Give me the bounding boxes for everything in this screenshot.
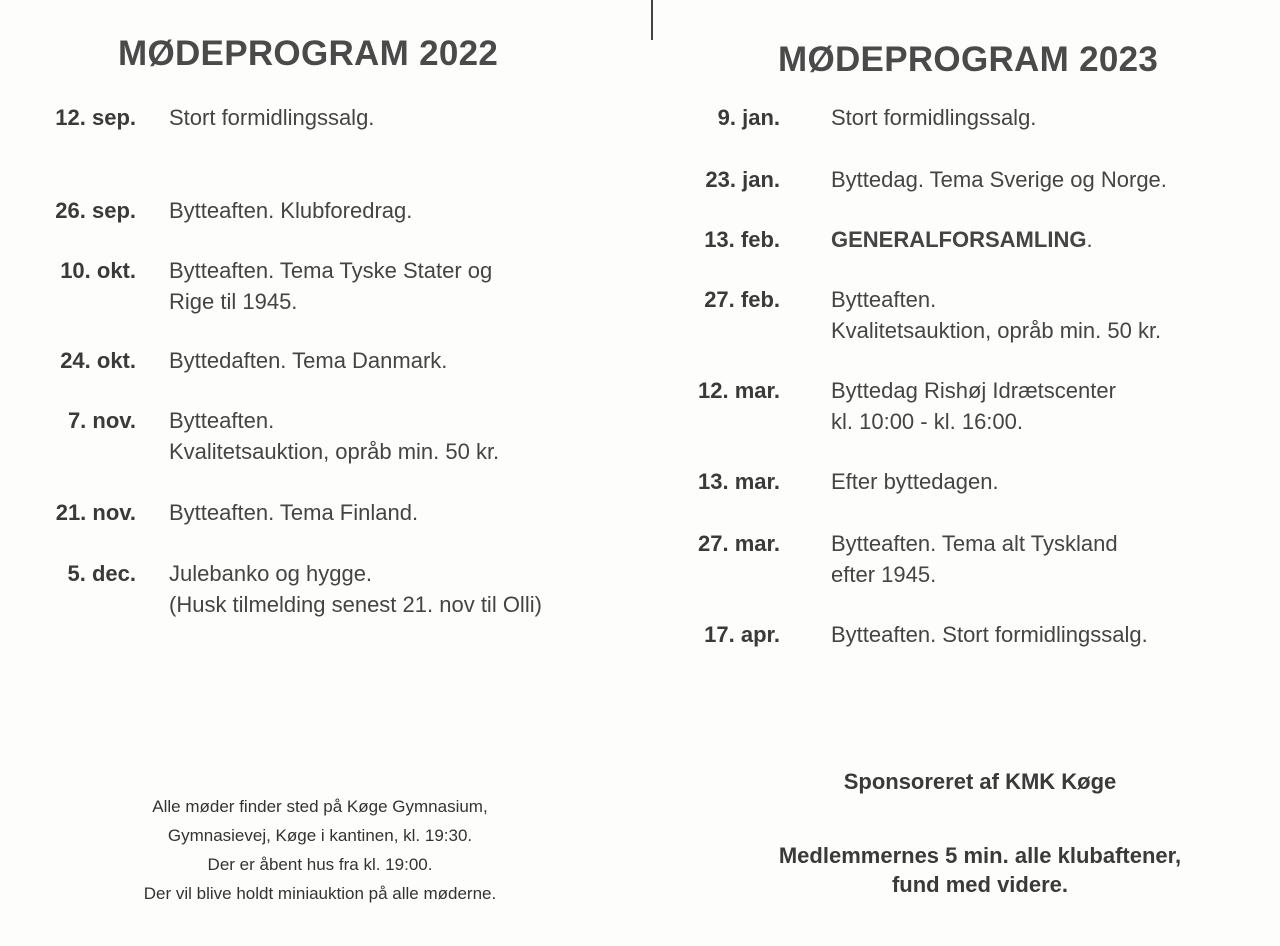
event-date: 13. feb.	[704, 227, 780, 252]
event-row	[0, 405, 499, 467]
event-text	[169, 405, 499, 467]
venue-info-line: Gymnasievej, Køge i kantinen, kl. 19:30.	[167, 826, 473, 845]
event-date: 17. apr.	[704, 622, 780, 647]
event-date: 12. sep.	[55, 105, 136, 130]
event-text	[831, 164, 1167, 195]
event-row	[0, 195, 412, 226]
event-row	[0, 345, 447, 376]
event-text	[169, 195, 412, 226]
event-date: 27. feb.	[704, 287, 780, 312]
event-text	[169, 345, 447, 376]
event-date: 10. okt.	[60, 258, 136, 283]
event-date: 12. mar.	[698, 378, 780, 403]
event-text	[831, 619, 1148, 650]
event-text	[831, 224, 1093, 255]
event-text	[169, 497, 418, 528]
event-date: 23. jan.	[705, 167, 780, 192]
venue-info	[60, 792, 580, 908]
event-date: 27. mar.	[698, 531, 780, 556]
event-row	[0, 255, 492, 317]
event-text	[831, 528, 1118, 590]
event-date: 7. nov.	[67, 408, 136, 433]
event-text	[831, 102, 1036, 133]
event-text-line: Bytteaften. Stort formidlingssalg.	[831, 622, 1148, 647]
event-text-line: Byttedag. Tema Sverige og Norge.	[831, 167, 1167, 192]
event-text-line: Bytteaften. Tema Tyske Stater og	[169, 258, 493, 283]
event-text-line: Byttedaften. Tema Danmark.	[169, 348, 448, 373]
event-text-line: Byttedag Rishøj Idrætscenter	[831, 378, 1116, 403]
event-text-line: Kvalitetsauktion, opråb min. 50 kr.	[169, 439, 500, 464]
event-text-line: (Husk tilmelding senest 21. nov til Olli)	[169, 592, 542, 617]
members-note-line: fund med videre.	[891, 872, 1069, 897]
event-row	[650, 375, 1116, 437]
event-text-line: Julebanko og hygge.	[169, 561, 373, 586]
event-text-line: Efter byttedagen.	[831, 469, 999, 494]
event-text-line: Bytteaften.	[831, 287, 937, 312]
event-date: 9. jan.	[717, 105, 780, 130]
page-title-2023: MØDEPROGRAM 2023	[778, 40, 1159, 79]
event-row	[0, 558, 542, 620]
event-text-line: kl. 10:00 - kl. 16:00.	[831, 409, 1023, 434]
event-date: 21. nov.	[55, 500, 136, 525]
event-text-line: Stort formidlingssalg.	[169, 105, 375, 130]
members-note	[650, 841, 1280, 899]
event-text-strong: GENERALFORSAMLING	[831, 227, 1087, 252]
event-row	[650, 224, 1093, 255]
event-text	[169, 102, 374, 133]
event-date: 24. okt.	[60, 348, 136, 373]
event-row	[650, 102, 1036, 133]
event-row	[0, 102, 374, 133]
event-text-line: Bytteaften. Tema Finland.	[169, 500, 419, 525]
event-text	[831, 466, 999, 497]
event-text-line	[831, 224, 1093, 255]
event-date: 26. sep.	[55, 198, 136, 223]
event-text-line: Bytteaften. Klubforedrag.	[169, 198, 413, 223]
event-text	[169, 255, 492, 317]
fold-line	[651, 0, 653, 40]
event-text	[831, 284, 1161, 346]
event-text	[169, 558, 542, 620]
event-row	[650, 466, 999, 497]
page-title-2022: MØDEPROGRAM 2022	[118, 34, 499, 73]
event-text-line: Kvalitetsauktion, opråb min. 50 kr.	[831, 318, 1162, 343]
event-date: 13. mar.	[698, 469, 780, 494]
members-note-line: Medlemmernes 5 min. alle klubaftener,	[778, 843, 1182, 868]
event-row	[0, 497, 418, 528]
event-text-line: Stort formidlingssalg.	[831, 105, 1037, 130]
venue-info-line: Der vil blive holdt miniauktion på alle møderne.	[143, 884, 497, 903]
event-date: 5. dec.	[67, 561, 136, 586]
event-text-line: Bytteaften.	[169, 408, 275, 433]
event-row	[650, 284, 1161, 346]
event-text-line: Bytteaften. Tema alt Tyskland	[831, 531, 1118, 556]
venue-info-line: Alle møder finder sted på Køge Gymnasium,	[152, 797, 488, 816]
event-row	[650, 619, 1148, 650]
event-text	[831, 375, 1116, 437]
sponsor-note: Sponsoreret af KMK Køge	[843, 769, 1117, 794]
event-text-suffix: .	[1086, 227, 1093, 252]
venue-info-line: Der er åbent hus fra kl. 19:00.	[207, 855, 433, 874]
event-text-line: Rige til 1945.	[169, 289, 298, 314]
event-text-line: efter 1945.	[831, 562, 937, 587]
event-row	[650, 164, 1167, 195]
event-row	[650, 528, 1118, 590]
